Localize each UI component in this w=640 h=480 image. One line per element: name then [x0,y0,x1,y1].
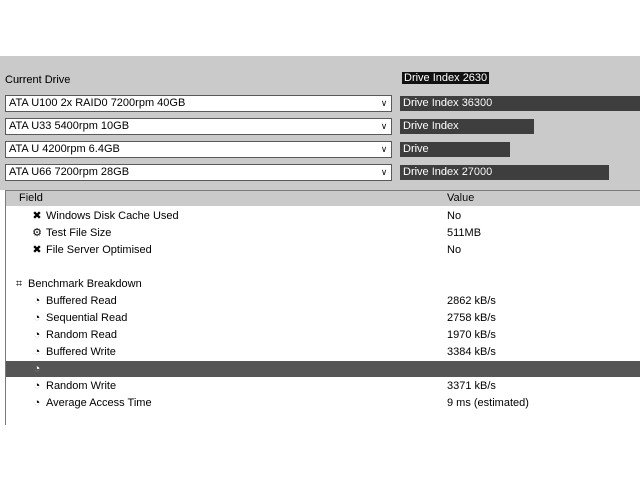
disk-icon: ◔ [33,363,41,375]
drive-index-display [400,70,640,87]
row-field: File Server Optimised [46,244,152,256]
row-value: No [447,244,462,256]
list-row-selected[interactable] [6,361,640,377]
row-field: Sequential Read [46,312,128,324]
row-value: 2862 kB/s [447,295,496,307]
list-row[interactable] [6,208,640,224]
drive-select-1[interactable] [5,95,392,112]
drive-index-text: Drive Index 2630 [404,72,488,84]
column-header-field[interactable]: Field [19,192,43,204]
disk-icon: ◔ [33,380,41,392]
row-value: 9 ms (estimated) [447,397,529,409]
chevron-down-icon[interactable]: ∨ [380,98,388,108]
row-value: 3384 kB/s [447,346,496,358]
x-icon: ✖ [32,210,42,222]
row-field: Windows Disk Cache Used [46,210,179,222]
list-header [6,191,640,206]
drive-index-meter-2 [400,118,640,135]
disk-icon: ◔ [33,397,41,409]
results-list[interactable] [5,190,640,425]
list-row[interactable] [6,327,640,343]
app-window [0,56,640,424]
drive-select-value: ATA U100 2x RAID0 7200rpm 40GB [9,97,186,109]
disk-icon: ◔ [33,346,41,358]
drive-index-meter-4 [400,164,640,181]
drive-select-4[interactable] [5,164,392,181]
drive-index-label: Drive Index 36300 [403,97,493,109]
drive-select-3[interactable] [5,141,392,158]
list-row[interactable] [6,276,640,292]
drive-index-meter-1 [400,95,640,112]
row-value: 1970 kB/s [447,329,496,341]
disk-icon: ◔ [33,312,41,324]
drive-select-value: ATA U66 7200rpm 28GB [9,166,130,178]
row-field: Buffered Write [46,346,116,358]
list-row[interactable] [6,395,640,411]
disk-icon: ◔ [33,329,41,341]
row-value: 511MB [447,227,482,239]
drive-select-value: ATA U33 5400rpm 10GB [9,120,130,132]
chevron-down-icon[interactable]: ∨ [380,144,388,154]
row-field: Random Read [46,329,117,341]
row-field: Buffered Read [46,295,117,307]
list-row[interactable] [6,310,640,326]
drive-index-meter-3 [400,141,640,158]
row-value: 3371 kB/s [447,380,496,392]
benchmark-icon: ⌗ [15,278,23,290]
gear-icon: ⚙ [32,227,42,239]
current-drive-label: Current Drive [5,74,71,86]
list-row[interactable] [6,293,640,309]
row-value: 2758 kB/s [447,312,496,324]
disk-icon: ◔ [33,295,41,307]
x-icon: ✖ [32,244,42,256]
row-field: Average Access Time [46,397,152,409]
list-row[interactable] [6,378,640,394]
row-field: Test File Size [46,227,112,239]
list-row[interactable] [6,225,640,241]
list-row[interactable] [6,259,640,275]
drive-index-label: Drive Index [403,120,459,132]
row-field: Benchmark Breakdown [28,278,142,290]
chevron-down-icon[interactable]: ∨ [380,121,388,131]
list-row[interactable] [6,242,640,258]
drive-index-label: Drive Index 27000 [403,166,493,178]
column-header-value[interactable]: Value [447,192,475,204]
drive-index-label: Drive [403,143,429,155]
row-field: Random Write [46,380,117,392]
list-row[interactable] [6,344,640,360]
drive-select-value: ATA U 4200rpm 6.4GB [9,143,120,155]
drive-select-2[interactable] [5,118,392,135]
chevron-down-icon[interactable]: ∨ [380,167,388,177]
row-value: No [447,210,462,222]
